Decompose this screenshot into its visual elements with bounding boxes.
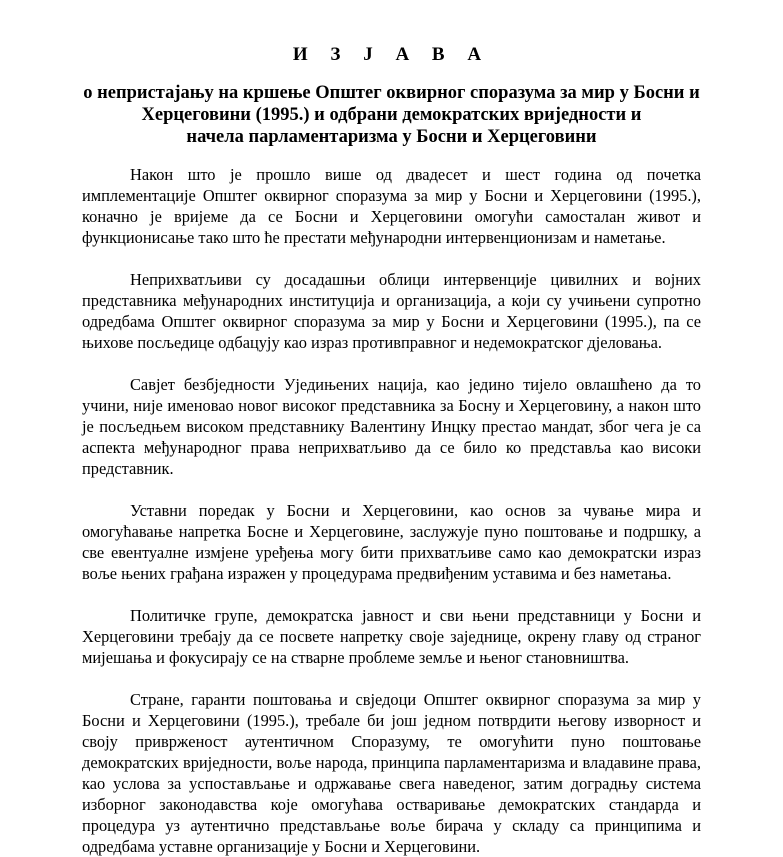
paragraph: Политичке групе, демократска јавност и сви њени представници у Босни и Херцеговини требају да се посвете напретку своје заједнице, окрену главу од страног мијешања и фокусирају се на стварне проблеме земље и њеног становништва. <box>82 606 701 667</box>
paragraph: Уставни поредак у Босни и Херцеговини, као основ за чување мира и омогућавање напретка Босне и Херцеговине, заслужује пуно поштовање и подршку, а све евентуалне измјене уређења могу бити прихватљиве само као демократски израз воље њених грађана изражен у процедурама предвиђеним уставима и без наметања. <box>82 501 701 583</box>
subtitle-line: Херцеговини (1995.) и одбрани демократских вриједности и <box>141 105 642 125</box>
document-title: И З Ј А В А <box>292 44 491 65</box>
subtitle-line: начела парламентаризма у Босни и Херцеговини <box>186 127 597 147</box>
paragraph: Након што је прошло више од двадесет и шест година од почетка имплементације Општег оквирног споразума за мир у Босни и Херцеговини (1995.), коначно је вријеме да се Босни и Херцеговини омогући самосталан живот и функционисање тако што ће престати међународни интервенционизам и наметање. <box>82 165 701 247</box>
paragraph: Савјет безбједности Уједињених нација, као једино тијело овлашћено да то учини, није именовао новог високог представника за Босну и Херцеговину, а након што је посљедњем високом представнику Валентину Инцку престао мандат, због чега је са аспекта међународног права неприхватљиво да се било ко представља као високи представник. <box>82 375 701 478</box>
paragraph: Неприхватљиви су досадашњи облици интервенције цивилних и војних представника међународних институција и организација, а који су учињени супротно одредбама Општег оквирног споразума за мир у Босни и Херцеговини (1995.), па се њихове посљедице одбацују као израз противправног и недемократског дјеловања. <box>82 270 701 352</box>
paragraph: Стране, гаранти поштовања и свједоци Општег оквирног споразума за мир у Босни и Херцеговини (1995.), требале би још једном потврдити његову изворност и своју привржeност аутентичном Споразуму, те омогућити пуно поштовање демократских вриједности, воље народа, принципа парламентаризма и владавине права, као услова за успостављање и одржавање свега наведеног, затим доградњу система изборног законодавства које омогућава остваривање демократских стандарда и процедура уз аутентично представљање воље бирача у складу са принципима и одредбама уставне организације у Босни и Херцеговини. <box>82 690 701 856</box>
subtitle-line: о непристајању на кршење Општег оквирног споразума за мир у Босни и <box>83 83 700 103</box>
document-subtitle <box>82 82 701 148</box>
